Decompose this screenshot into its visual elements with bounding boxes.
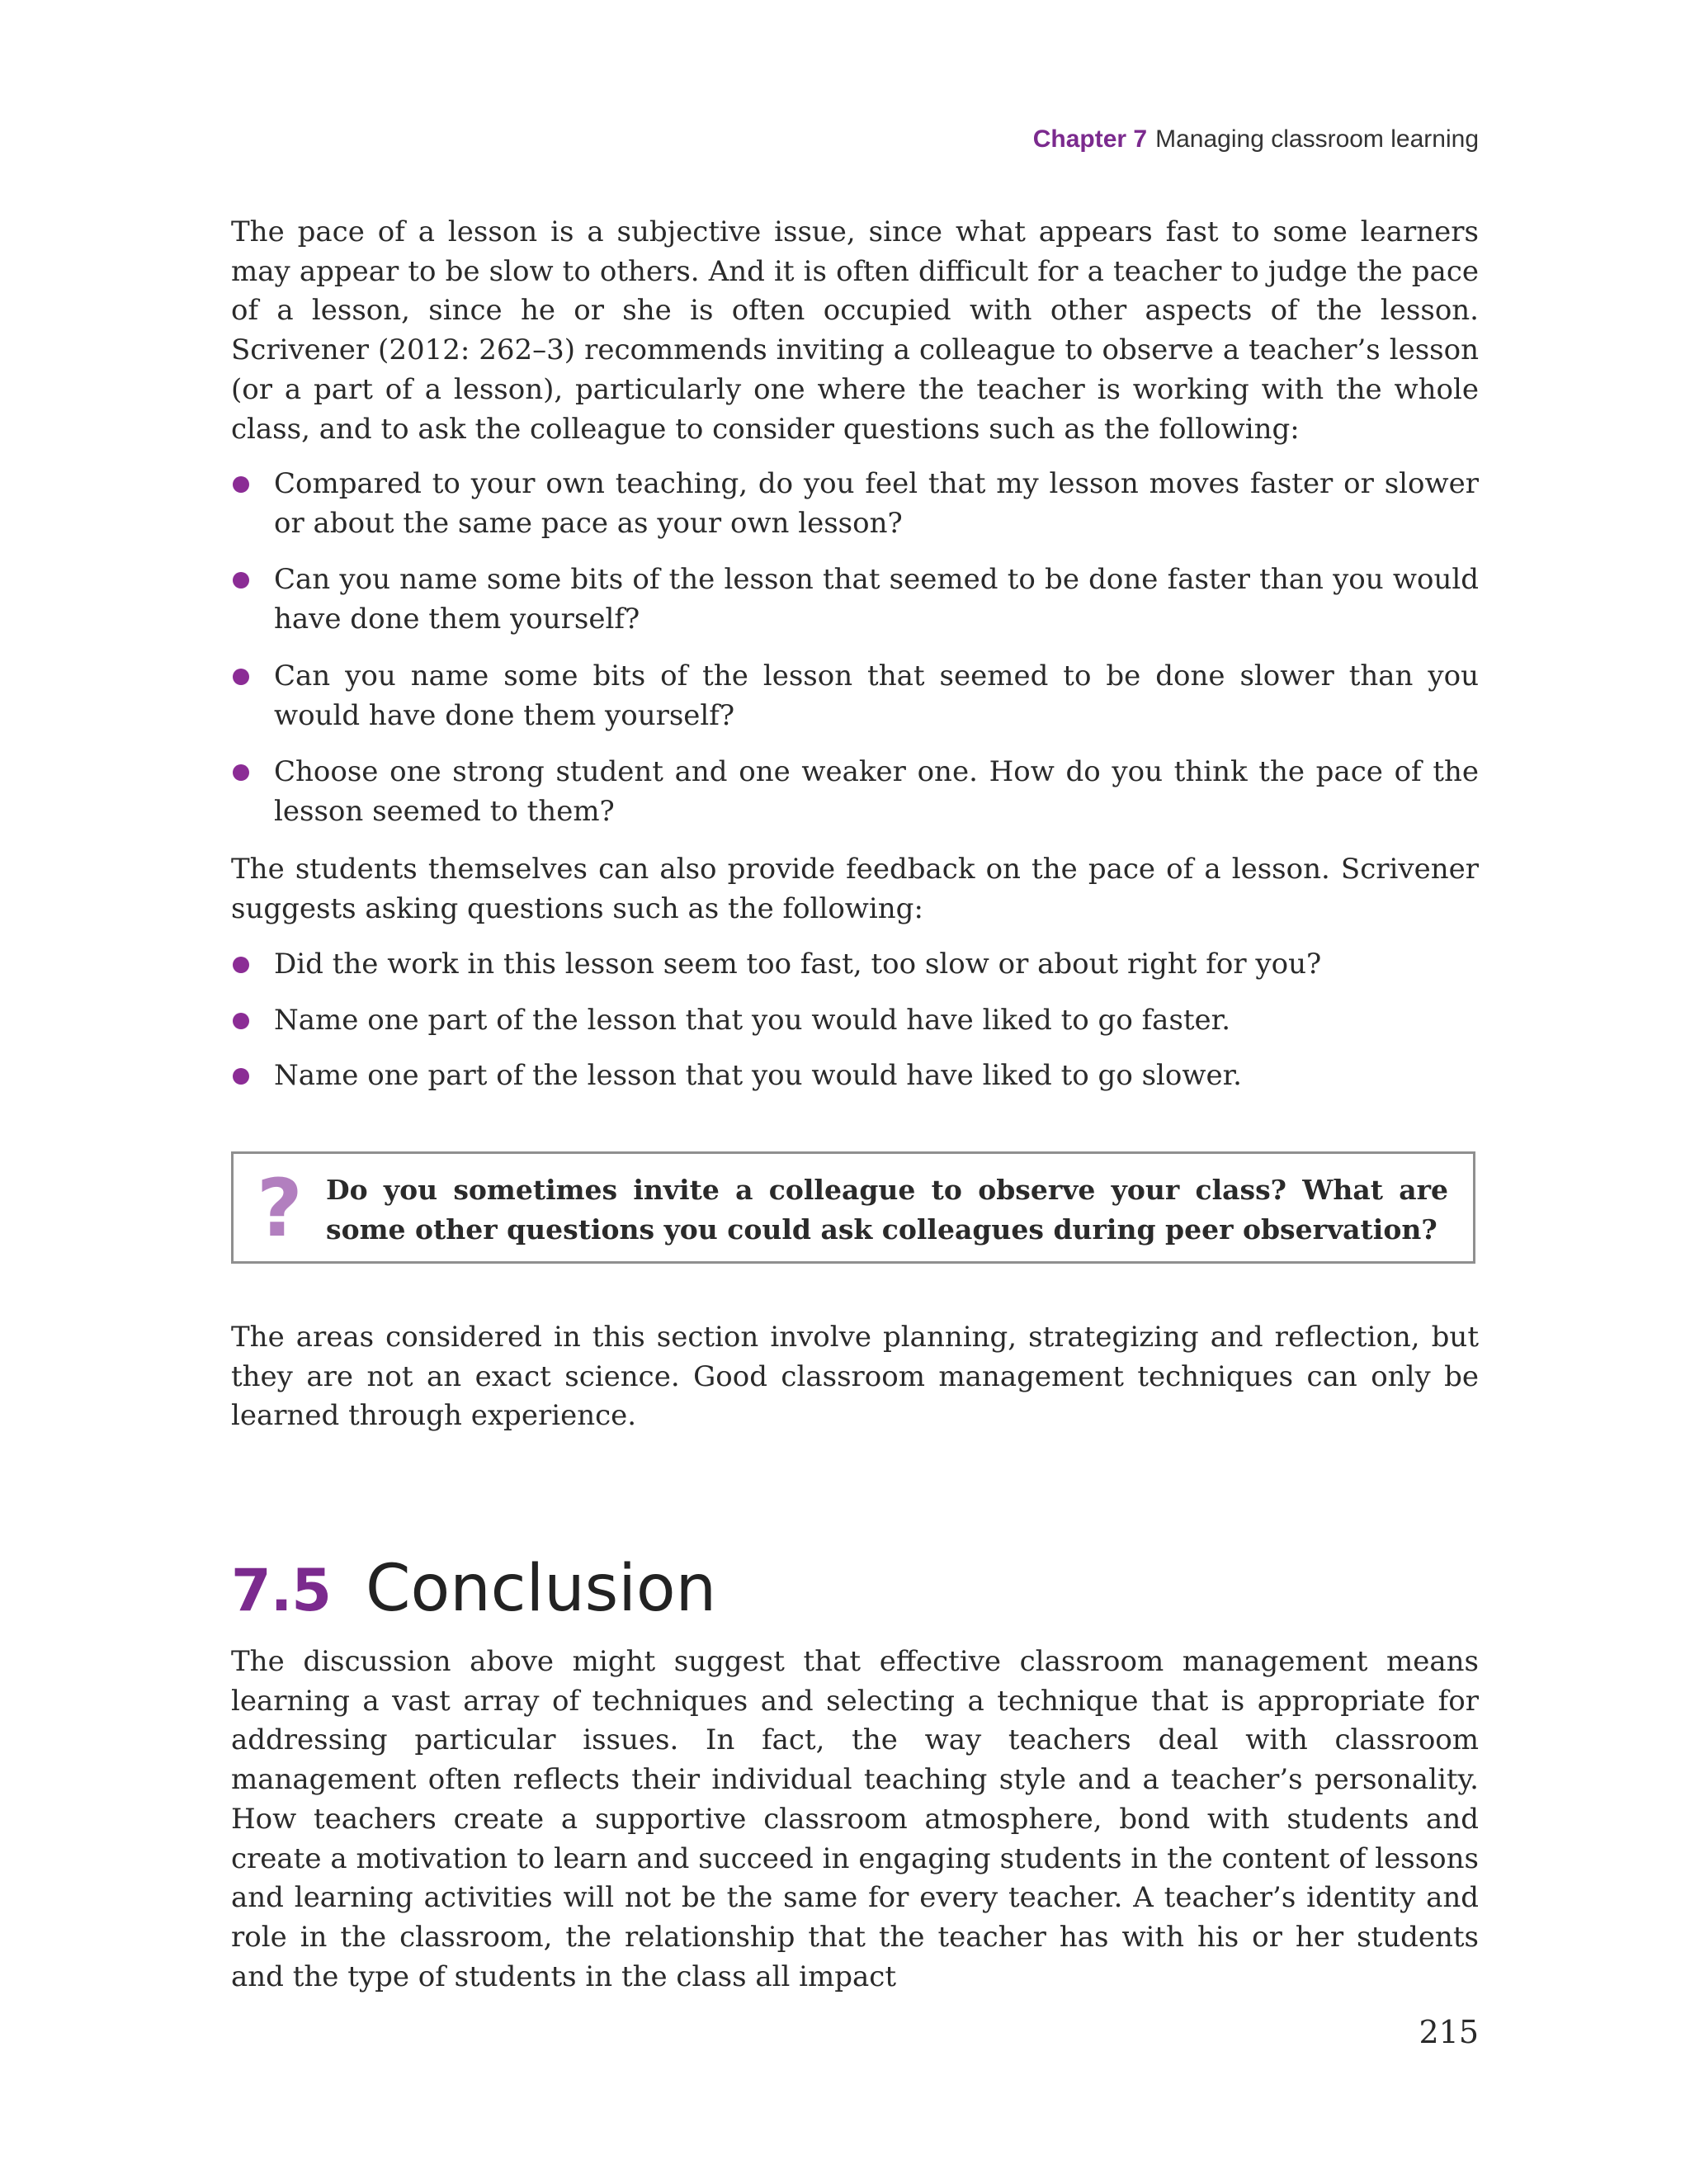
- bullet-icon: [233, 572, 249, 589]
- running-head-chapter: Chapter 7: [1032, 125, 1148, 153]
- list-item: [231, 1001, 1479, 1041]
- book-page: [231, 0, 1479, 2184]
- list-item-text: Compared to your own teaching, do you feel that my lesson moves faster or slower or about the same pace as your own lesson?: [274, 467, 1479, 540]
- bullet-icon: [233, 764, 249, 781]
- reflection-question-box: [231, 1151, 1475, 1264]
- running-head-title: Managing classroom learning: [1155, 125, 1479, 153]
- list-item: [231, 657, 1479, 735]
- paragraph-student-feedback: The students themselves can also provide feedback on the pace of a lesson. Scrivener suggests asking questions such as the following:: [231, 853, 1479, 925]
- paragraph-pace-intro: The pace of a lesson is a subjective issue, since what appears fast to some learners may appear to be slow to others. And it is often difficult for a teacher to judge the pace of a lesson, since he or she is often occupied with other aspects of the lesson. Scrivener (2012: 262–3) recommends inviting a colleague to observe a teacher’s lesson (or a part of a lesson), particularly one where the teacher is working with the whole class, and to ask the colleague to consider questions such as the following:: [231, 215, 1479, 446]
- running-head: [1033, 125, 1479, 154]
- list-item: [231, 1057, 1479, 1096]
- list-item: [231, 945, 1479, 985]
- paragraph-section-summary: The areas considered in this section involve planning, strategizing and reflection, but they are not an exact science. Good classroom management techniques can only be learned through experience.: [231, 1321, 1479, 1433]
- section-title: Conclusion: [366, 1552, 717, 1626]
- question-mark-icon: ?: [257, 1162, 303, 1255]
- list-item-text: Can you name some bits of the lesson that seemed to be done faster than you would have done them yourself?: [274, 563, 1479, 636]
- page-number: 215: [1419, 2014, 1479, 2050]
- student-question-list: [231, 945, 1479, 1096]
- colleague-question-list: [231, 465, 1479, 832]
- bullet-icon: [233, 1013, 249, 1029]
- section-number: 7.5: [231, 1557, 332, 1624]
- list-item-text: Name one part of the lesson that you would have liked to go faster.: [274, 1003, 1231, 1037]
- bullet-icon: [233, 669, 249, 685]
- list-item-text: Did the work in this lesson seem too fast, too slow or about right for you?: [274, 948, 1322, 981]
- list-item-text: Can you name some bits of the lesson that seemed to be done slower than you would have done them yourself?: [274, 659, 1479, 732]
- list-item: [231, 560, 1479, 639]
- reflection-question-text: Do you sometimes invite a colleague to observe your class? What are some other questions you could ask colleagues during peer observation?: [326, 1174, 1448, 1246]
- list-item-text: Choose one strong student and one weaker one. How do you think the pace of the lesson seemed to them?: [274, 755, 1479, 828]
- list-item-text: Name one part of the lesson that you would have liked to go slower.: [274, 1059, 1242, 1093]
- paragraph-conclusion: The discussion above might suggest that effective classroom management means learning a vast array of techniques and selecting a technique that is appropriate for addressing particular issues. In fact, the way teachers deal with classroom management often reflects their individual teaching style and a teacher’s personality. How teachers create a supportive classroom atmosphere, bond with students and create a motivation to learn and succeed in engaging students in the content of lessons and learning activities will not be the same for every teacher. A teacher’s identity and role in the classroom, the relationship that the teacher has with his or her students and the type of students in the class all impact: [231, 1645, 1479, 1993]
- section-heading: [231, 1552, 716, 1626]
- list-item: [231, 753, 1479, 831]
- bullet-icon: [233, 476, 249, 493]
- bullet-icon: [233, 957, 249, 973]
- list-item: [231, 465, 1479, 543]
- bullet-icon: [233, 1068, 249, 1085]
